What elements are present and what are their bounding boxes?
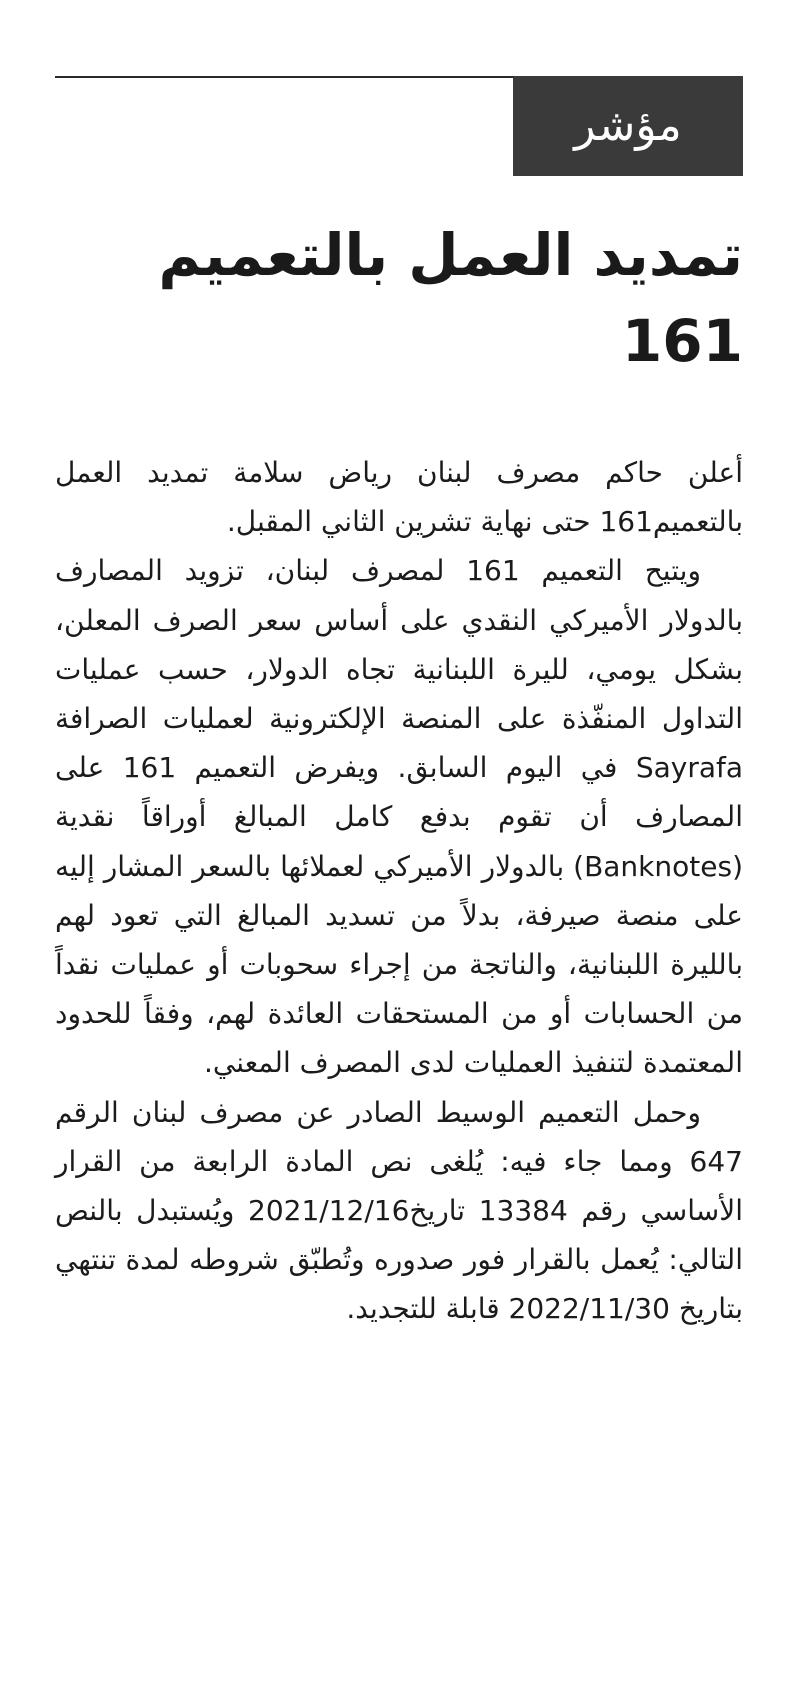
article-body <box>55 448 743 1334</box>
article-page <box>55 0 743 1685</box>
article-paragraph: وحمل التعميم الوسيط الصادر عن مصرف لبنان الرقم 647 ومما جاء فيه: يُلغى نص المادة الرابعة من القرار الأساسي رقم 13384 تاريخ2021/12/16 ويُستبدل بالنص التالي: يُعمل بالقرار فور صدوره وتُطبّق شروطه لمدة تنتهي بتاريخ 2022/11/30 قابلة للتجديد. <box>55 1095 743 1326</box>
section-label: مؤشر <box>513 76 743 176</box>
article-paragraph: ويتيح التعميم 161 لمصرف لبنان، تزويد المصارف بالدولار الأميركي النقدي على أساس سعر الصرف المعلن، بشكل يومي، لليرة اللبنانية تجاه الدولار، حسب عمليات التداول المنفّذة على المنصة الإلكترونية لعمليات الصرافة Sayrafa في اليوم السابق. ويفرض التعميم 161 على المصارف أن تقوم بدفع كامل المبالغ أوراقاً نقدية (Banknotes) بالدولار الأميركي لعملائها بالسعر المشار إليه على منصة صيرفة، بدلاً من تسديد المبالغ التي تعود لهم بالليرة اللبنانية، والناتجة من إجراء سحوبات أو عمليات نقداً من الحسابات أو من المستحقات العائدة لهم، وفقاً للحدود المعتمدة لتنفيذ العمليات لدى المصرف المعني. <box>55 554 743 1080</box>
article-headline: تمديد العمل بالتعميم 161 <box>158 221 743 375</box>
article-paragraph: أعلن حاكم مصرف لبنان رياض سلامة تمديد العمل بالتعميم161 حتى نهاية تشرين الثاني المقبل. <box>55 456 743 539</box>
